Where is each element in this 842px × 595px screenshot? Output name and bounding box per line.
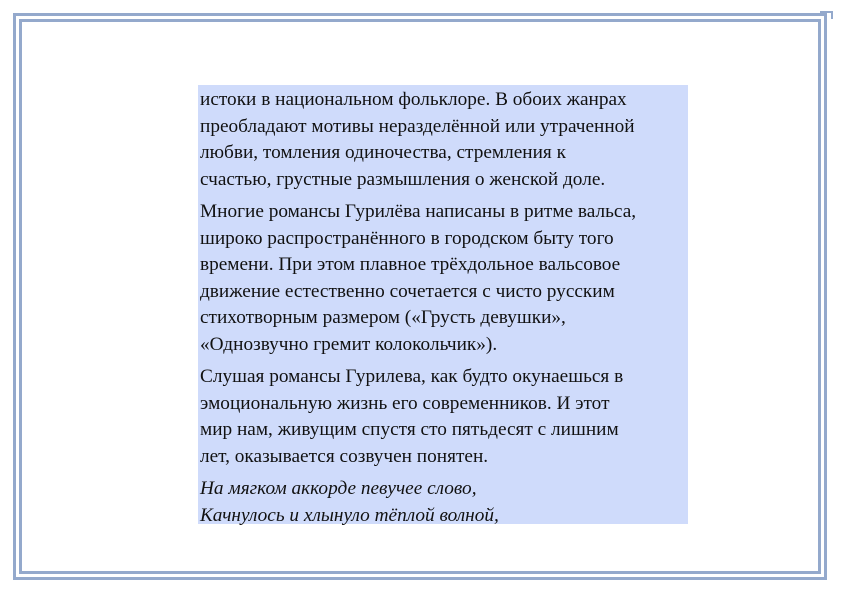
text-line: движение естественно сочетается с чисто русским [200,280,615,302]
text-line: Многие романсы Гурилёва написаны в ритме вальса, [200,201,637,222]
text-line: «Однозвучно гремит колокольчик»). [200,333,498,355]
text-line: счастью, грустные размышления о женской доле. [200,168,606,190]
text-line: преобладают мотивы неразделённой или утраченной [200,115,635,137]
text-line: эмоциональную жизнь его современников. И этот [200,392,610,414]
text-line: лет, оказывается созвучен понятен. [200,445,489,467]
frame-corner-accent [820,11,833,19]
paragraph-poem [200,476,688,529]
text-line: Слушая романсы Гурилева, как будто окунаешься в [200,366,624,387]
text-block [198,85,688,524]
text-line: любви, томления одиночества, стремления к [200,142,566,163]
paragraph-waltz [200,199,688,358]
text-line: времени. При этом плавное трёхдольное вальсовое [200,254,621,275]
text-line: истоки в национальном фольклоре. В обоих жанрах [200,89,627,110]
poem-line: На мягком аккорде певучее слово, [200,478,477,499]
paragraph-folklore [200,87,688,193]
paragraph-listening [200,364,688,470]
text-line: мир нам, живущим спустя сто пятьдесят с лишним [200,419,619,440]
text-line: стихотворным размером («Грусть девушки», [200,307,566,328]
poem-line: Качнулось и хлынуло тёплой волной, [200,504,499,526]
text-line: широко распространённого в городском быту того [200,227,614,249]
